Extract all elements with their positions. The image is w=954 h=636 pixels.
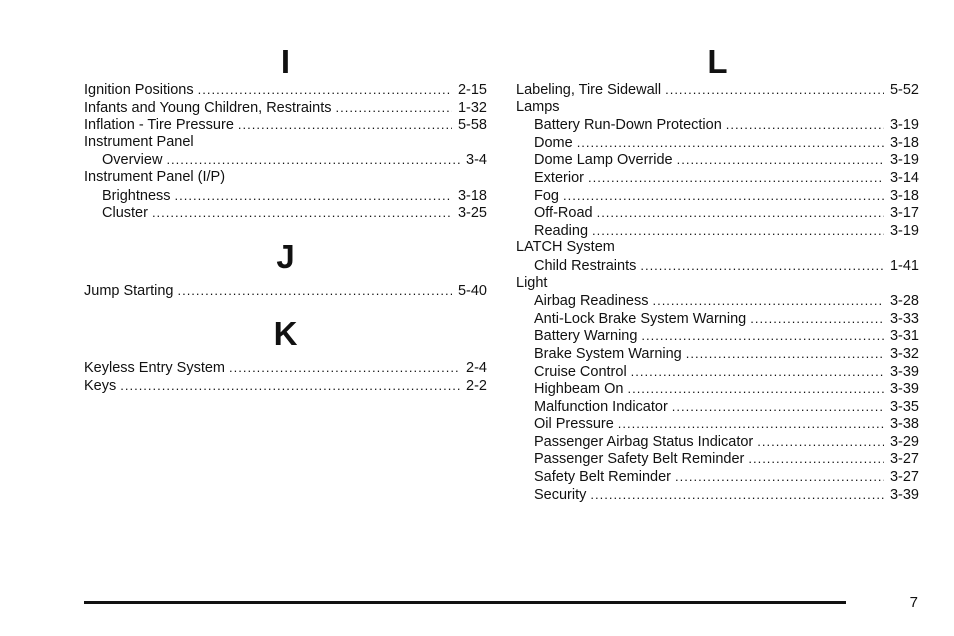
- entry-page: 3-27: [889, 469, 919, 486]
- index-subentry: [516, 380, 919, 398]
- entry-page: 3-39: [889, 363, 919, 380]
- index-subentry: [516, 433, 919, 451]
- index-subentry: [84, 187, 487, 205]
- dot-leader: [757, 433, 884, 451]
- entry-term: Brightness: [102, 187, 171, 204]
- entry-page: 2-4: [466, 360, 487, 377]
- dot-leader: [588, 169, 884, 187]
- entry-heading: LATCH System: [516, 239, 615, 256]
- entry-page: 2-2: [466, 377, 487, 394]
- entry-term: Brake System Warning: [534, 345, 682, 362]
- index-column-right: [516, 44, 919, 503]
- dot-leader: [563, 187, 884, 205]
- dot-leader: [627, 380, 884, 398]
- entry-page: 3-31: [889, 328, 919, 345]
- entry-page: 3-29: [889, 433, 919, 450]
- entry-term: Cluster: [102, 205, 148, 222]
- entry-term: Cruise Control: [534, 363, 627, 380]
- entry-page: 3-35: [889, 398, 919, 415]
- entry-page: 5-52: [889, 82, 919, 98]
- entry-page: 3-18: [457, 187, 487, 204]
- index-entry: [84, 282, 487, 300]
- section-letter-i: I: [280, 43, 291, 80]
- entry-term: Security: [534, 486, 587, 503]
- entry-page: 5-58: [457, 117, 487, 134]
- dot-leader: [229, 359, 460, 377]
- entry-page: 3-18: [889, 187, 919, 204]
- entry-page: 3-4: [466, 152, 487, 169]
- entry-page: 3-33: [889, 310, 919, 327]
- index-subentry: [84, 204, 487, 222]
- index-subentry: [516, 345, 919, 363]
- page-number: 7: [909, 594, 918, 611]
- entry-term: Inflation - Tire Pressure: [84, 117, 234, 134]
- dot-leader: [652, 292, 884, 310]
- entry-page: 3-39: [889, 486, 919, 503]
- entry-page: 3-19: [889, 222, 919, 239]
- entry-term: Oil Pressure: [534, 416, 614, 433]
- index-subentry: [516, 151, 919, 169]
- entry-heading: Lamps: [516, 98, 560, 115]
- entry-page: 3-28: [889, 293, 919, 310]
- index-subentry: [516, 327, 919, 345]
- entry-term: Passenger Airbag Status Indicator: [534, 433, 754, 450]
- entry-term: Off-Road: [534, 205, 593, 222]
- entry-page: 3-38: [889, 416, 919, 433]
- index-subentry: [516, 257, 919, 275]
- index-entry: [84, 116, 487, 134]
- entry-term: Ignition Positions: [84, 82, 194, 98]
- entry-heading: Instrument Panel (I/P): [84, 168, 226, 185]
- entry-page: 1-32: [457, 99, 487, 116]
- entry-term: Infants and Young Children, Restraints: [84, 99, 332, 116]
- index-subentry: [516, 486, 919, 504]
- dot-leader: [640, 257, 884, 275]
- dot-leader: [677, 151, 884, 169]
- entry-term: Keyless Entry System: [84, 360, 226, 377]
- dot-leader: [166, 151, 460, 169]
- entry-term: Labeling, Tire Sidewall: [516, 82, 662, 98]
- dot-leader: [152, 204, 452, 222]
- entry-term: Dome Lamp Override: [534, 152, 673, 169]
- entry-term: Dome: [534, 134, 573, 151]
- index-subentry: [516, 450, 919, 468]
- index-entry: [516, 81, 919, 99]
- entry-page: 3-27: [889, 451, 919, 468]
- entry-page: 3-39: [889, 381, 919, 398]
- section-letter-j: J: [276, 237, 295, 275]
- entry-page: 2-15: [457, 82, 487, 98]
- entry-term: Child Restraints: [534, 257, 637, 274]
- entry-term: Highbeam On: [534, 381, 624, 398]
- index-subentry: [516, 363, 919, 381]
- entry-term: Keys: [84, 377, 117, 394]
- index-subentry: [516, 292, 919, 310]
- entry-term: Battery Warning: [534, 328, 638, 345]
- index-subentry: [516, 169, 919, 187]
- dot-leader: [618, 415, 884, 433]
- entry-term: Jump Starting: [84, 282, 174, 299]
- entry-page: 3-19: [889, 117, 919, 134]
- entry-page: 3-14: [889, 169, 919, 186]
- entry-page: 3-19: [889, 152, 919, 169]
- entry-page: 3-32: [889, 345, 919, 362]
- entry-term: Passenger Safety Belt Reminder: [534, 451, 745, 468]
- entry-term: Anti-Lock Brake System Warning: [534, 310, 747, 327]
- entry-term: Malfunction Indicator: [534, 398, 668, 415]
- entry-page: 5-40: [457, 282, 487, 299]
- entry-term: Airbag Readiness: [534, 293, 649, 310]
- index-entry: [84, 81, 487, 99]
- dot-leader: [631, 363, 884, 381]
- index-subentry: [516, 415, 919, 433]
- dot-leader: [335, 99, 451, 117]
- dot-leader: [641, 327, 884, 345]
- entry-term: Battery Run-Down Protection: [534, 117, 722, 134]
- entry-page: 3-17: [889, 205, 919, 222]
- index-subentry: [516, 204, 919, 222]
- dot-leader: [686, 345, 884, 363]
- dot-leader: [238, 116, 452, 134]
- index-subentry: [516, 398, 919, 416]
- dot-leader: [672, 398, 884, 416]
- entry-page: 3-25: [457, 205, 487, 222]
- dot-leader: [177, 282, 452, 300]
- dot-leader: [120, 377, 460, 395]
- dot-leader: [750, 310, 884, 328]
- index-subentry: [516, 116, 919, 134]
- dot-leader: [577, 134, 884, 152]
- dot-leader: [675, 468, 884, 486]
- footer-rule: [84, 601, 846, 604]
- entry-term: Reading: [534, 222, 589, 239]
- entry-term: Fog: [534, 187, 559, 204]
- entry-heading: Light: [516, 274, 548, 291]
- dot-leader: [198, 81, 452, 99]
- index-subentry: [516, 310, 919, 328]
- index-subentry: [516, 187, 919, 205]
- dot-leader: [175, 187, 452, 205]
- entry-page: 1-41: [889, 257, 919, 274]
- entry-term: Safety Belt Reminder: [534, 469, 672, 486]
- index-subentry: [516, 222, 919, 240]
- dot-leader: [590, 486, 884, 504]
- entry-term: Overview: [102, 152, 163, 169]
- dot-leader: [748, 450, 884, 468]
- section-letter-l: L: [707, 43, 728, 80]
- dot-leader: [592, 222, 884, 240]
- index-subentry: [516, 134, 919, 152]
- dot-leader: [726, 116, 884, 134]
- dot-leader: [597, 204, 884, 222]
- index-entry: [84, 377, 487, 395]
- index-entry: [84, 359, 487, 377]
- entry-term: Exterior: [534, 169, 584, 186]
- index-entry: [84, 99, 487, 117]
- section-letter-k: K: [273, 315, 298, 353]
- index-subentry: [84, 151, 487, 169]
- entry-heading: Instrument Panel: [84, 133, 194, 150]
- index-subentry: [516, 468, 919, 486]
- entry-page: 3-18: [889, 134, 919, 151]
- index-column-left: [84, 44, 487, 395]
- dot-leader: [665, 81, 884, 99]
